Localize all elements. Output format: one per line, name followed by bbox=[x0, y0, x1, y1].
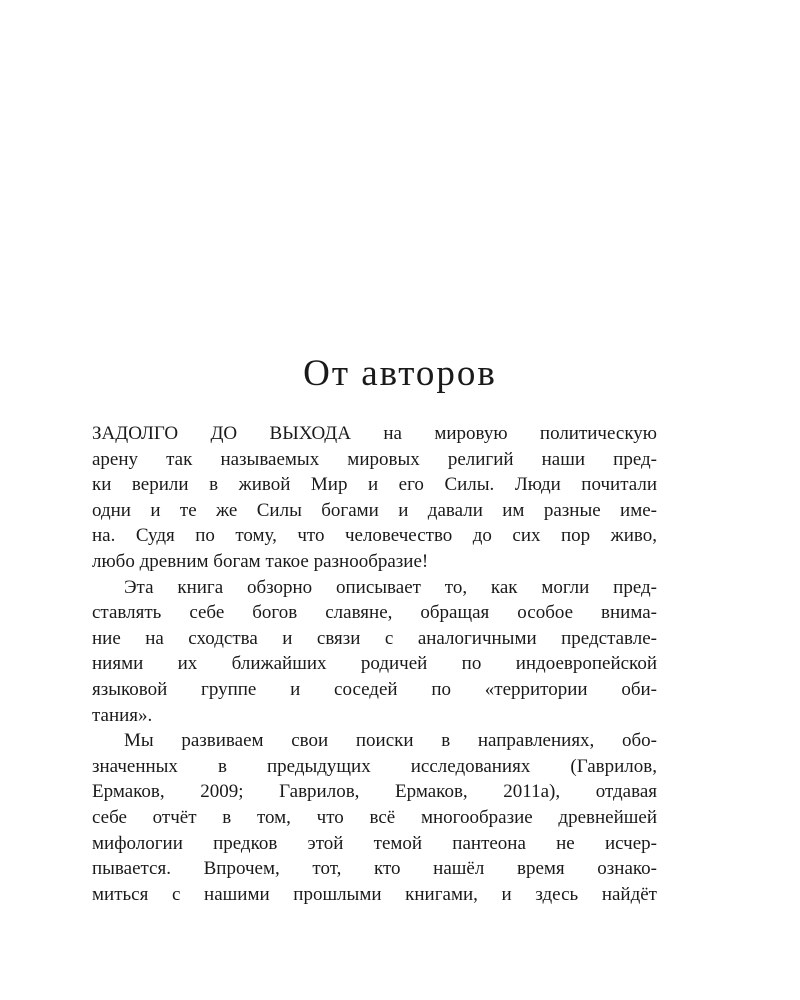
text-line: ние на сходства и связи с аналогичными представле- bbox=[92, 627, 657, 649]
text-line: Эта книга обзорно описывает то, как могли пред- bbox=[124, 576, 657, 598]
text-line: ЗАДОЛГО ДО ВЫХОДА на мировую политическую bbox=[92, 423, 657, 444]
text-line: тания». bbox=[92, 704, 153, 726]
text-line: арену так называемых мировых религий наши пред- bbox=[92, 448, 657, 470]
text-line: ки верили в живой Мир и его Силы. Люди почитали bbox=[92, 474, 657, 496]
text-line: языковой группе и соседей по «территории оби- bbox=[92, 678, 657, 700]
text-line: ставлять себе богов славяне, обращая особое внима- bbox=[92, 602, 657, 624]
text-line: мифологии предков этой темой пантеона не исчер- bbox=[92, 832, 657, 854]
text-line: себе отчёт в том, что всё многообразие древнейшей bbox=[92, 806, 657, 828]
text-line: Мы развиваем свои поиски в направлениях, обо- bbox=[124, 730, 657, 752]
text-line: ниями их ближайших родичей по индоевропейской bbox=[92, 653, 657, 675]
text-line: пывается. Впрочем, тот, кто нашёл время ознако- bbox=[92, 858, 657, 880]
text-line: миться с нашими прошлыми книгами, и здесь найдёт bbox=[92, 883, 657, 905]
text-line: на. Судя по тому, что человечество до сих пор живо, bbox=[92, 525, 657, 547]
chapter-title: От авторов bbox=[303, 353, 497, 394]
text-line: одни и те же Силы богами и давали им разные име- bbox=[92, 499, 657, 521]
text-line: значенных в предыдущих исследованиях (Гаврилов, bbox=[92, 755, 657, 777]
text-line: Ермаков, 2009; Гаврилов, Ермаков, 2011а), отдавая bbox=[92, 781, 657, 803]
body-text bbox=[92, 421, 657, 907]
text-line: любо древним богам такое разнообразие! bbox=[92, 550, 429, 572]
